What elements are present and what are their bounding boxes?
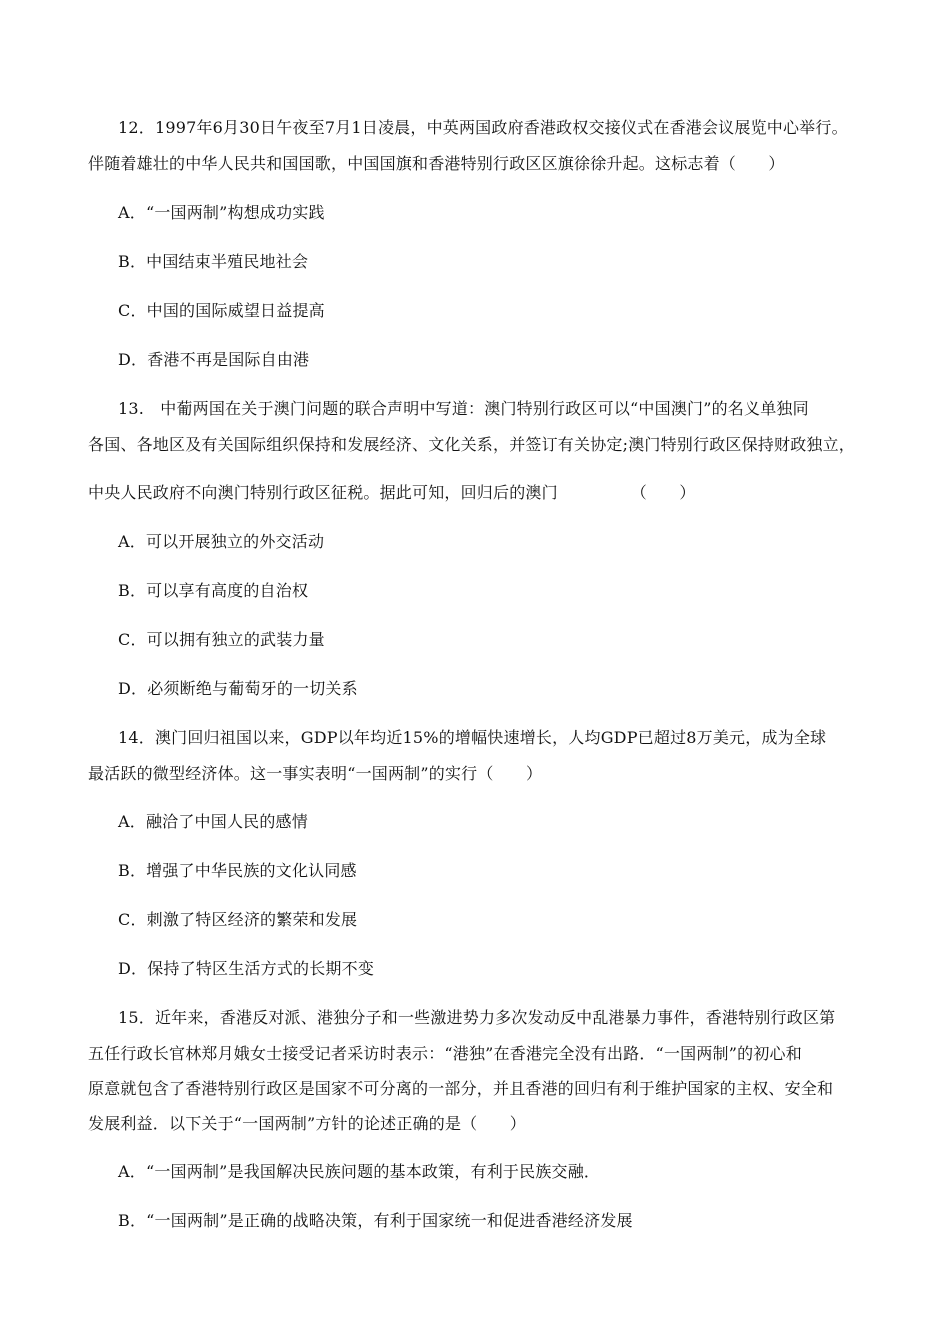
question-13-option-c: C．可以拥有独立的武装力量 [118, 630, 325, 649]
question-12-option-d: D．香港不再是国际自由港 [118, 350, 310, 369]
question-14-option-c: C．刺激了特区经济的繁荣和发展 [118, 910, 358, 929]
question-15-option-b: B．“一国两制”是正确的战略决策，有利于国家统一和促进香港经济发展 [118, 1211, 633, 1230]
question-13-line-2: 各国、各地区及有关国际组织保持和发展经济、文化关系，并签订有关协定;澳门特别行政区保持财政独立， [88, 435, 855, 454]
question-14-option-d: D．保持了特区生活方式的长期不变 [118, 959, 375, 978]
question-13-line-3: 中央人民政府不向澳门特别行政区征税。据此可知，回归后的澳门 （ ） [88, 483, 696, 502]
question-14-option-b: B．增强了中华民族的文化认同感 [118, 861, 357, 880]
question-14-line-1: 14．澳门回归祖国以来，GDP以年均近15%的增幅快速增长，人均GDP已超过8万美元，成为全球 [118, 728, 827, 747]
question-12-line-1: 12．1997年6月30日午夜至7月1日凌晨，中英两国政府香港政权交接仪式在香港会议展览中心举行。 [118, 118, 848, 137]
question-12-option-c: C．中国的国际威望日益提高 [118, 301, 325, 320]
question-15-line-3: 原意就包含了香港特别行政区是国家不可分离的一部分，并且香港的回归有利于维护国家的主权、安全和 [88, 1079, 834, 1098]
question-13-option-d: D．必须断绝与葡萄牙的一切关系 [118, 679, 358, 698]
question-13-option-a: A．可以开展独立的外交活动 [118, 532, 325, 551]
question-13-option-b: B．可以享有高度的自治权 [118, 581, 309, 600]
question-15-line-1: 15．近年来，香港反对派、港独分子和一些激进势力多次发动反中乱港暴力事件，香港特别行政区第 [118, 1008, 836, 1027]
question-12-option-a: A．“一国两制”构想成功实践 [118, 203, 325, 222]
question-12-option-b: B．中国结束半殖民地社会 [118, 252, 309, 271]
question-14-option-a: A．融洽了中国人民的感情 [118, 812, 308, 831]
question-15-line-2: 五任行政长官林郑月娥女士接受记者采访时表示：“港独”在香港完全没有出路．“一国两制”的初心和 [88, 1044, 802, 1063]
question-14-line-2: 最活跃的微型经济体。这一事实表明“一国两制”的实行（ ） [88, 764, 543, 783]
question-15-option-a: A．“一国两制”是我国解决民族问题的基本政策，有利于民族交融． [118, 1162, 601, 1181]
question-12-line-2: 伴随着雄壮的中华人民共和国国歌，中国国旗和香港特别行政区区旗徐徐升起。这标志着（ ） [88, 154, 785, 173]
question-13-line-1: 13. 中葡两国在关于澳门问题的联合声明中写道：澳门特别行政区可以“中国澳门”的名义单独同 [118, 399, 809, 418]
question-15-line-4: 发展利益．以下关于“一国两制”方针的论述正确的是（ ） [88, 1114, 526, 1133]
